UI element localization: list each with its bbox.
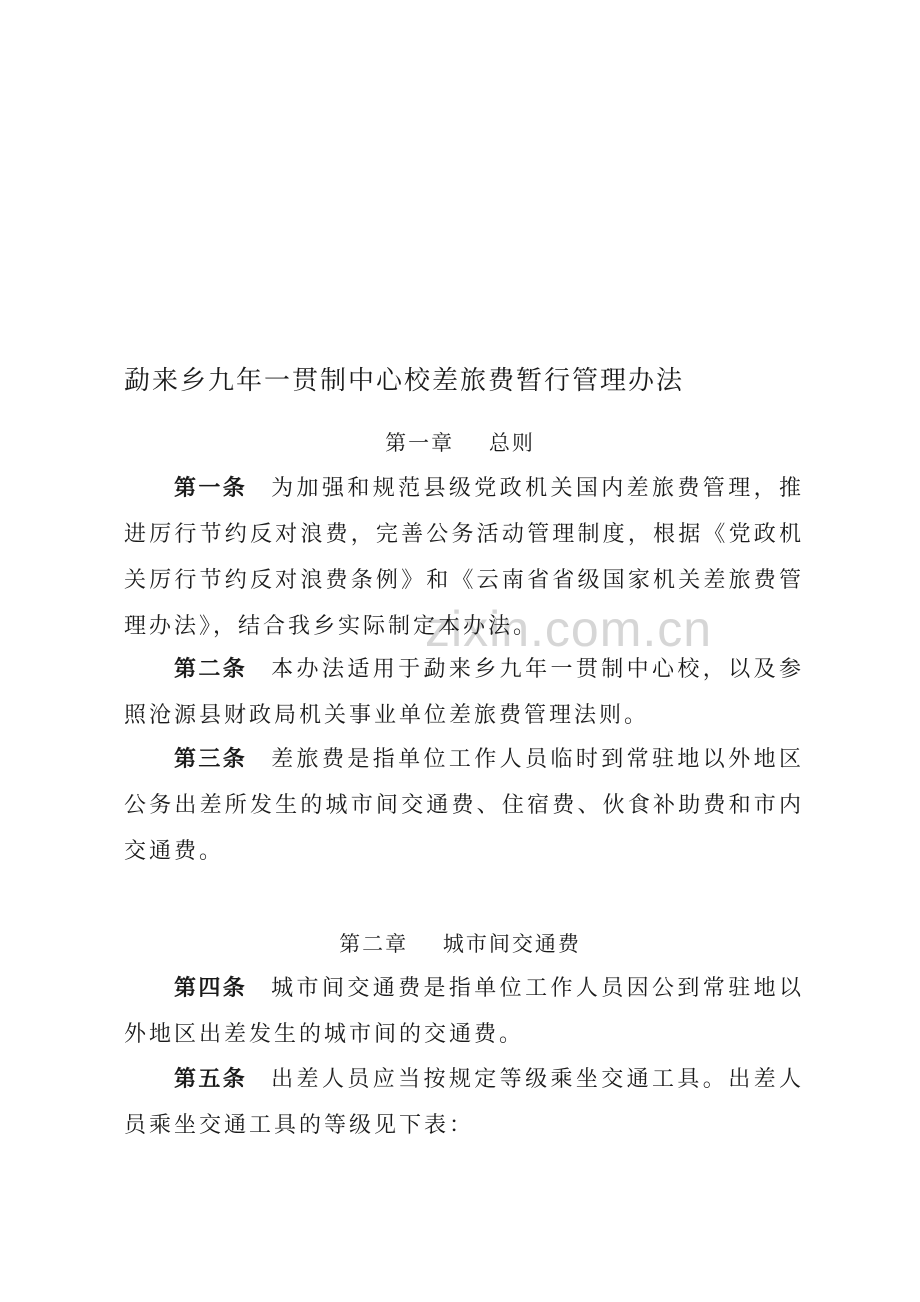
chapter-1-heading: 第一章 总则 [385, 431, 535, 455]
document-title: 勐来乡九年一贯制中心校差旅费暂行管理办法 [124, 366, 685, 396]
article-4-text: 城市间交通费是指单位工作人员因公到常驻地以外地区出差发生的城市间的交通费。 [124, 976, 804, 1047]
article-2 [124, 646, 804, 739]
article-5-text: 出差人员应当按规定等级乘坐交通工具。出差人员乘坐交通工具的等级见下表： [124, 1067, 804, 1138]
article-3-text: 差旅费是指单位工作人员临时到常驻地以外地区公务出差所发生的城市间交通费、住宿费、伙食补助费和市内交通费。 [124, 747, 804, 864]
article-5-label: 第五条 [174, 1066, 248, 1092]
article-3 [124, 736, 804, 875]
chapter-2-heading: 第二章 城市间交通费 [339, 932, 581, 956]
article-5 [124, 1056, 804, 1149]
article-1-label: 第一条 [174, 475, 248, 501]
article-4-label: 第四条 [174, 975, 248, 1001]
watermark: zixin.com.cn [425, 601, 713, 657]
article-2-text: 本办法适用于勐来乡九年一贯制中心校，以及参照沧源县财政局机关事业单位差旅费管理法则。 [124, 657, 804, 728]
article-1-text: 为加强和规范县级党政机关国内差旅费管理，推进厉行节约反对浪费，完善公务活动管理制度，根据《党政机关厉行节约反对浪费条例》和《云南省省级国家机关差旅费管理办法》，结合我乡实际制定本办法。 [124, 476, 804, 639]
article-2-label: 第二条 [174, 656, 248, 682]
article-3-label: 第三条 [174, 746, 248, 772]
article-1 [124, 465, 804, 650]
article-4 [124, 965, 804, 1058]
